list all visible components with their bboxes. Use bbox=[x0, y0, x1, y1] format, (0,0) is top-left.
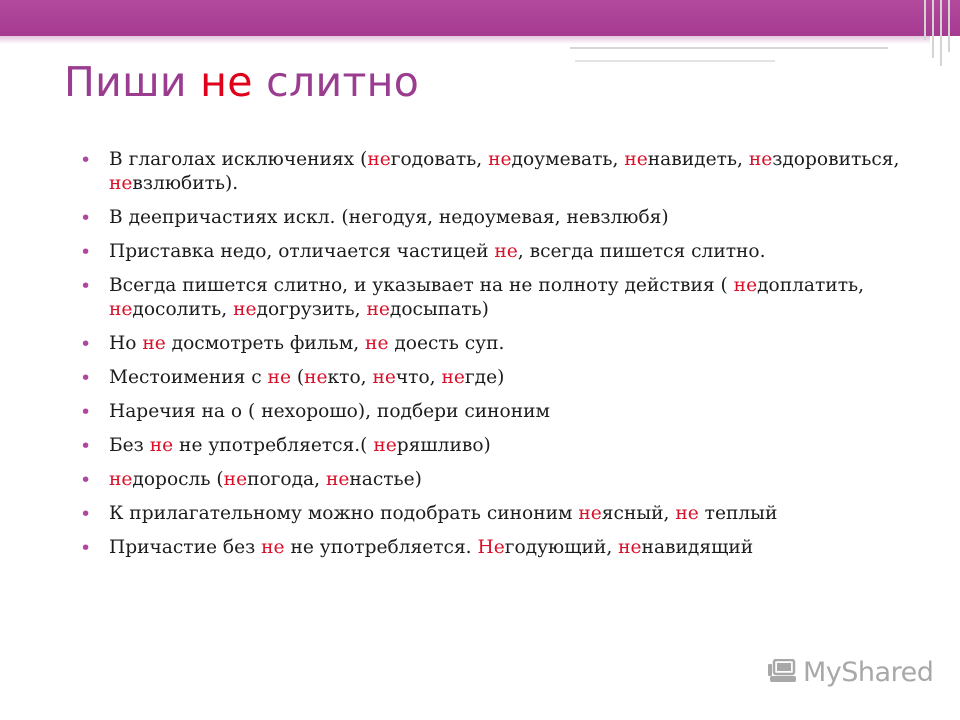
highlight-text: не bbox=[149, 435, 174, 456]
bullet-text: , всегда пишется слитно. bbox=[517, 241, 766, 262]
bullet-item bbox=[80, 206, 930, 230]
highlight-text: не bbox=[624, 149, 648, 170]
slide-title bbox=[64, 58, 419, 106]
bullet-item bbox=[80, 502, 930, 526]
highlight-text: не bbox=[267, 367, 291, 388]
highlight-text: не bbox=[366, 299, 390, 320]
highlight-text: не bbox=[373, 435, 397, 456]
highlight-text: не bbox=[365, 333, 389, 354]
bullet-text: кто, bbox=[327, 367, 373, 388]
bullet-item bbox=[80, 400, 930, 424]
bullet-text: доплатить, bbox=[757, 275, 865, 296]
watermark bbox=[768, 654, 933, 690]
decor-vertical-lines bbox=[918, 0, 960, 66]
bullet-text: Но bbox=[109, 333, 143, 354]
bullet-text: Всегда пишется слитно, и указывает на не полноту действия ( bbox=[109, 275, 734, 296]
highlight-text: не bbox=[233, 299, 257, 320]
bullet-item bbox=[80, 468, 930, 492]
bullet-text: В глаголах исключениях ( bbox=[109, 149, 368, 170]
bullet-text: досмотреть фильм, bbox=[165, 333, 366, 354]
bullet-text: годовать, bbox=[390, 149, 489, 170]
bullet-text: здоровиться, bbox=[772, 149, 900, 170]
bullet-text: теплый bbox=[698, 503, 778, 524]
title-accent: не bbox=[200, 58, 253, 106]
bullet-text: досыпать) bbox=[389, 299, 489, 320]
bullet-text: догрузить, bbox=[256, 299, 367, 320]
top-band-shadow bbox=[0, 36, 930, 44]
bullet-item bbox=[80, 240, 930, 264]
highlight-text: не bbox=[142, 333, 166, 354]
bullet-text: доесть суп. bbox=[388, 333, 505, 354]
bullet-text: Наречия на о ( нехорошо), подбери синоним bbox=[109, 401, 551, 422]
bullet-text: ряшливо) bbox=[396, 435, 491, 456]
highlight-text: не bbox=[261, 537, 285, 558]
title-text: Пиши bbox=[64, 58, 201, 106]
highlight-text: не bbox=[109, 299, 133, 320]
decor-line bbox=[570, 47, 888, 49]
bullet-text: ясный, bbox=[601, 503, 676, 524]
highlight-text: не bbox=[223, 469, 248, 490]
bullet-text: настье) bbox=[349, 469, 422, 490]
bullet-text: что, bbox=[395, 367, 442, 388]
highlight-text: не bbox=[578, 503, 602, 524]
highlight-text: не bbox=[675, 503, 699, 524]
bullet-text: погода, bbox=[247, 469, 326, 490]
bullet-item bbox=[80, 148, 930, 196]
highlight-text: не bbox=[488, 149, 512, 170]
bullet-text: Причастие без bbox=[109, 537, 262, 558]
bullet-text: В деепричастиях искл. (негодуя, недоумевая, невзлюбя) bbox=[109, 207, 669, 228]
bullet-text: К прилагательному можно подобрать синоним bbox=[109, 503, 579, 524]
decor-line bbox=[575, 60, 775, 62]
bullet-item bbox=[80, 366, 930, 390]
highlight-text: не bbox=[109, 469, 133, 490]
bullet-text: доумевать, bbox=[511, 149, 625, 170]
highlight-text: не bbox=[441, 367, 465, 388]
bullet-text: годующий, bbox=[504, 537, 619, 558]
computer-icon bbox=[768, 659, 798, 685]
highlight-text: не bbox=[494, 241, 518, 262]
bullet-text: доросль ( bbox=[132, 469, 224, 490]
top-band bbox=[0, 0, 960, 36]
bullet-item bbox=[80, 536, 930, 560]
bullet-item bbox=[80, 332, 930, 356]
highlight-text: Не bbox=[477, 537, 505, 558]
highlight-text: не bbox=[325, 469, 350, 490]
bullet-text: навидеть, bbox=[647, 149, 749, 170]
bullet-text: ( bbox=[290, 367, 305, 388]
highlight-text: не bbox=[304, 367, 328, 388]
highlight-text: не bbox=[748, 149, 773, 170]
bullet-item bbox=[80, 434, 930, 458]
bullet-text: Приставка недо, отличается частицей bbox=[109, 241, 495, 262]
bullet-text: досолить, bbox=[132, 299, 234, 320]
bullet-text: Без bbox=[109, 435, 150, 456]
highlight-text: не bbox=[372, 367, 396, 388]
highlight-text: не bbox=[733, 275, 758, 296]
title-text-end: слитно bbox=[252, 58, 420, 106]
bullet-text: Местоимения с bbox=[109, 367, 268, 388]
bullet-text: взлюбить). bbox=[132, 173, 239, 194]
bullet-list bbox=[80, 148, 930, 570]
highlight-text: не bbox=[618, 537, 642, 558]
watermark-text: MyShared bbox=[803, 656, 934, 688]
highlight-text: не bbox=[109, 173, 133, 194]
bullet-item bbox=[80, 274, 930, 322]
bullet-text: не употребляется. bbox=[284, 537, 478, 558]
highlight-text: не bbox=[367, 149, 391, 170]
bullet-text: где) bbox=[464, 367, 505, 388]
bullet-text: навидящий bbox=[641, 537, 754, 558]
bullet-text: не употребляется.( bbox=[173, 435, 374, 456]
